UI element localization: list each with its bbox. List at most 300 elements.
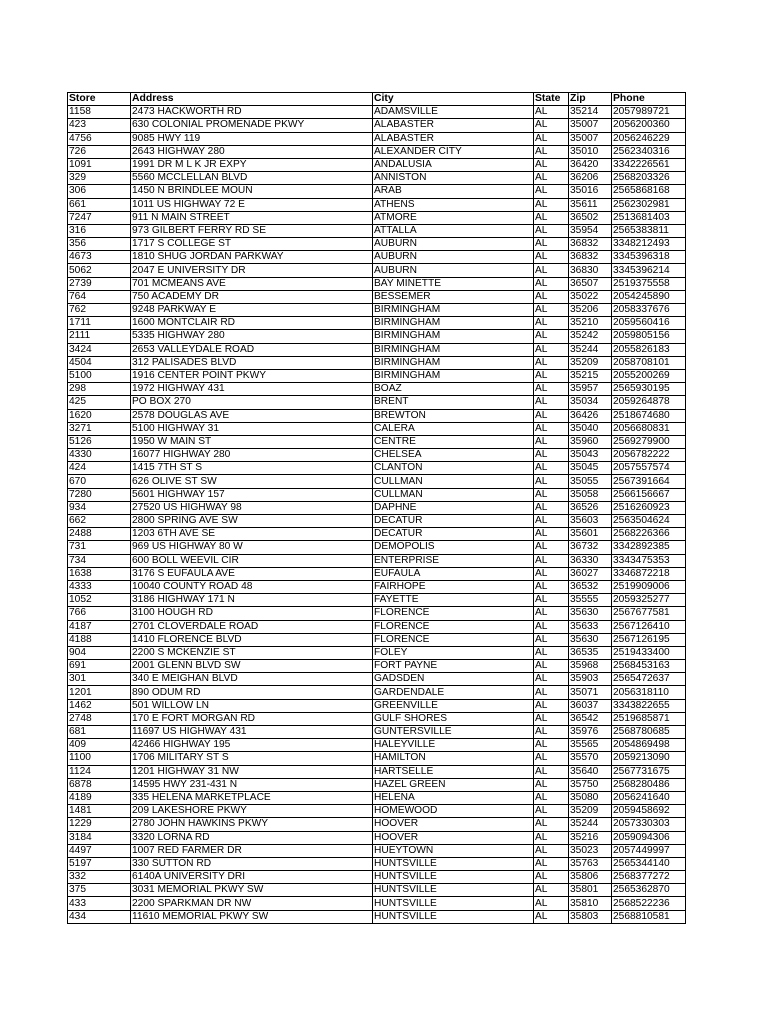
table-row xyxy=(68,304,686,317)
phone-cell: 2057449997 xyxy=(612,844,686,857)
city-cell: HAZEL GREEN xyxy=(373,778,534,791)
zip-cell: 35214 xyxy=(569,106,612,119)
table-row xyxy=(68,554,686,567)
city-cell: BREWTON xyxy=(373,409,534,422)
table-row xyxy=(68,106,686,119)
table-row xyxy=(68,673,686,686)
table-row xyxy=(68,238,686,251)
store-cell: 5062 xyxy=(68,264,131,277)
address-cell: 16077 HIGHWAY 280 xyxy=(131,449,373,462)
store-cell: 356 xyxy=(68,238,131,251)
table-row xyxy=(68,330,686,343)
state-cell: AL xyxy=(534,515,569,528)
table-row xyxy=(68,528,686,541)
zip-cell: 35640 xyxy=(569,765,612,778)
address-cell: 1410 FLORENCE BLVD xyxy=(131,633,373,646)
phone-cell: 3342226561 xyxy=(612,158,686,171)
phone-cell: 2059213090 xyxy=(612,752,686,765)
state-cell: AL xyxy=(534,185,569,198)
address-cell: 3100 HOUGH RD xyxy=(131,607,373,620)
state-cell: AL xyxy=(534,383,569,396)
city-cell: BIRMINGHAM xyxy=(373,304,534,317)
city-cell: BIRMINGHAM xyxy=(373,369,534,382)
city-cell: DECATUR xyxy=(373,515,534,528)
zip-cell: 35954 xyxy=(569,224,612,237)
city-cell: HUNTSVILLE xyxy=(373,857,534,870)
table-row xyxy=(68,791,686,804)
state-cell: AL xyxy=(534,290,569,303)
table-row xyxy=(68,198,686,211)
state-cell: AL xyxy=(534,778,569,791)
store-cell: 934 xyxy=(68,501,131,514)
store-cell: 329 xyxy=(68,172,131,185)
city-cell: GADSDEN xyxy=(373,673,534,686)
phone-cell: 2056200360 xyxy=(612,119,686,132)
state-cell: AL xyxy=(534,501,569,514)
city-cell: ALABASTER xyxy=(373,119,534,132)
address-cell: 969 US HIGHWAY 80 W xyxy=(131,541,373,554)
table-row xyxy=(68,277,686,290)
city-cell: GULF SHORES xyxy=(373,712,534,725)
phone-cell: 2563504624 xyxy=(612,515,686,528)
store-cell: 726 xyxy=(68,145,131,158)
zip-cell: 35633 xyxy=(569,620,612,633)
phone-cell: 2569279900 xyxy=(612,435,686,448)
phone-cell: 2056782222 xyxy=(612,449,686,462)
address-cell: 701 MCMEANS AVE xyxy=(131,277,373,290)
city-cell: EUFAULA xyxy=(373,567,534,580)
phone-cell: 3345396214 xyxy=(612,264,686,277)
address-cell: 1717 S COLLEGE ST xyxy=(131,238,373,251)
address-cell: 1600 MONTCLAIR RD xyxy=(131,317,373,330)
address-cell: 330 SUTTON RD xyxy=(131,857,373,870)
address-cell: 3031 MEMORIAL PKWY SW xyxy=(131,884,373,897)
city-cell: CHELSEA xyxy=(373,449,534,462)
city-cell: HELENA xyxy=(373,791,534,804)
zip-cell: 35045 xyxy=(569,462,612,475)
table-row xyxy=(68,356,686,369)
phone-cell: 2057989721 xyxy=(612,106,686,119)
table-row xyxy=(68,449,686,462)
address-cell: 1415 7TH ST S xyxy=(131,462,373,475)
phone-cell: 2568810581 xyxy=(612,910,686,923)
table-row xyxy=(68,752,686,765)
store-cell: 433 xyxy=(68,897,131,910)
state-cell: AL xyxy=(534,330,569,343)
city-cell: FAYETTE xyxy=(373,594,534,607)
address-cell: 2200 S MCKENZIE ST xyxy=(131,646,373,659)
phone-cell: 2516260923 xyxy=(612,501,686,514)
city-cell: BOAZ xyxy=(373,383,534,396)
state-cell: AL xyxy=(534,435,569,448)
address-cell: 42466 HIGHWAY 195 xyxy=(131,739,373,752)
table-body xyxy=(68,106,686,924)
zip-cell: 36830 xyxy=(569,264,612,277)
store-cell: 7247 xyxy=(68,211,131,224)
state-cell: AL xyxy=(534,633,569,646)
phone-cell: 2057330303 xyxy=(612,818,686,831)
store-cell: 4756 xyxy=(68,132,131,145)
store-cell: 4188 xyxy=(68,633,131,646)
state-cell: AL xyxy=(534,699,569,712)
table-row xyxy=(68,396,686,409)
store-cell: 4673 xyxy=(68,251,131,264)
city-cell: HUNTSVILLE xyxy=(373,910,534,923)
city-cell: HUEYTOWN xyxy=(373,844,534,857)
state-cell: AL xyxy=(534,158,569,171)
phone-cell: 2519909006 xyxy=(612,580,686,593)
table-row xyxy=(68,778,686,791)
address-cell: 973 GILBERT FERRY RD SE xyxy=(131,224,373,237)
state-cell: AL xyxy=(534,541,569,554)
state-cell: AL xyxy=(534,528,569,541)
city-cell: CULLMAN xyxy=(373,475,534,488)
phone-cell: 2567126410 xyxy=(612,620,686,633)
table-row xyxy=(68,488,686,501)
store-cell: 1711 xyxy=(68,317,131,330)
state-cell: AL xyxy=(534,132,569,145)
header-zip: Zip xyxy=(569,93,612,106)
state-cell: AL xyxy=(534,567,569,580)
city-cell: ENTERPRISE xyxy=(373,554,534,567)
address-cell: 340 E MEIGHAN BLVD xyxy=(131,673,373,686)
store-cell: 3271 xyxy=(68,422,131,435)
phone-cell: 2565930195 xyxy=(612,383,686,396)
zip-cell: 36027 xyxy=(569,567,612,580)
zip-cell: 36832 xyxy=(569,251,612,264)
state-cell: AL xyxy=(534,726,569,739)
state-cell: AL xyxy=(534,844,569,857)
city-cell: BIRMINGHAM xyxy=(373,343,534,356)
store-cell: 5126 xyxy=(68,435,131,448)
city-cell: FLORENCE xyxy=(373,620,534,633)
store-cell: 5100 xyxy=(68,369,131,382)
city-cell: GREENVILLE xyxy=(373,699,534,712)
phone-cell: 3345396318 xyxy=(612,251,686,264)
store-cell: 332 xyxy=(68,871,131,884)
table-row xyxy=(68,462,686,475)
store-cell: 662 xyxy=(68,515,131,528)
store-cell: 4330 xyxy=(68,449,131,462)
address-cell: 890 ODUM RD xyxy=(131,686,373,699)
store-cell: 1124 xyxy=(68,765,131,778)
phone-cell: 2565868168 xyxy=(612,185,686,198)
address-cell: 10040 COUNTY ROAD 48 xyxy=(131,580,373,593)
store-cell: 1481 xyxy=(68,805,131,818)
table-row xyxy=(68,251,686,264)
store-cell: 1229 xyxy=(68,818,131,831)
city-cell: CALERA xyxy=(373,422,534,435)
address-cell: 1007 RED FARMER DR xyxy=(131,844,373,857)
store-cell: 1462 xyxy=(68,699,131,712)
state-cell: AL xyxy=(534,686,569,699)
city-cell: HUNTSVILLE xyxy=(373,871,534,884)
table-row xyxy=(68,172,686,185)
store-cell: 5197 xyxy=(68,857,131,870)
table-row xyxy=(68,818,686,831)
phone-cell: 2513681403 xyxy=(612,211,686,224)
phone-cell: 2059458692 xyxy=(612,805,686,818)
store-cell: 424 xyxy=(68,462,131,475)
city-cell: AUBURN xyxy=(373,264,534,277)
phone-cell: 2059325277 xyxy=(612,594,686,607)
state-cell: AL xyxy=(534,818,569,831)
header-address: Address xyxy=(131,93,373,106)
zip-cell: 36832 xyxy=(569,238,612,251)
phone-cell: 2056680831 xyxy=(612,422,686,435)
city-cell: CENTRE xyxy=(373,435,534,448)
city-cell: ATTALLA xyxy=(373,224,534,237)
zip-cell: 35023 xyxy=(569,844,612,857)
phone-cell: 3342892385 xyxy=(612,541,686,554)
state-cell: AL xyxy=(534,646,569,659)
table-row xyxy=(68,871,686,884)
table-row xyxy=(68,515,686,528)
city-cell: CULLMAN xyxy=(373,488,534,501)
zip-cell: 35803 xyxy=(569,910,612,923)
store-cell: 3424 xyxy=(68,343,131,356)
address-cell: 2001 GLENN BLVD SW xyxy=(131,660,373,673)
table-row xyxy=(68,857,686,870)
zip-cell: 35216 xyxy=(569,831,612,844)
zip-cell: 35801 xyxy=(569,884,612,897)
address-cell: 27520 US HIGHWAY 98 xyxy=(131,501,373,514)
address-cell: 911 N MAIN STREET xyxy=(131,211,373,224)
city-cell: ATMORE xyxy=(373,211,534,224)
city-cell: BIRMINGHAM xyxy=(373,317,534,330)
store-cell: 7280 xyxy=(68,488,131,501)
address-cell: 600 BOLL WEEVIL CIR xyxy=(131,554,373,567)
table-row xyxy=(68,567,686,580)
state-cell: AL xyxy=(534,356,569,369)
address-cell: 3320 LORNA RD xyxy=(131,831,373,844)
zip-cell: 36732 xyxy=(569,541,612,554)
zip-cell: 35630 xyxy=(569,607,612,620)
store-cell: 3184 xyxy=(68,831,131,844)
phone-cell: 2518674680 xyxy=(612,409,686,422)
state-cell: AL xyxy=(534,211,569,224)
phone-cell: 2568377272 xyxy=(612,871,686,884)
zip-cell: 36206 xyxy=(569,172,612,185)
table-row xyxy=(68,475,686,488)
state-cell: AL xyxy=(534,238,569,251)
city-cell: DEMOPOLIS xyxy=(373,541,534,554)
store-cell: 691 xyxy=(68,660,131,673)
zip-cell: 35058 xyxy=(569,488,612,501)
store-cell: 425 xyxy=(68,396,131,409)
city-cell: HOOVER xyxy=(373,818,534,831)
table-row xyxy=(68,409,686,422)
table-row xyxy=(68,726,686,739)
address-cell: 1972 HIGHWAY 431 xyxy=(131,383,373,396)
address-cell: 5560 MCCLELLAN BLVD xyxy=(131,172,373,185)
city-cell: FAIRHOPE xyxy=(373,580,534,593)
zip-cell: 35080 xyxy=(569,791,612,804)
table-row xyxy=(68,290,686,303)
city-cell: HUNTSVILLE xyxy=(373,884,534,897)
state-cell: AL xyxy=(534,304,569,317)
zip-cell: 35215 xyxy=(569,369,612,382)
table-header xyxy=(68,93,686,106)
table-row xyxy=(68,646,686,659)
zip-cell: 35806 xyxy=(569,871,612,884)
address-cell: 630 COLONIAL PROMENADE PKWY xyxy=(131,119,373,132)
table-row xyxy=(68,158,686,171)
store-cell: 298 xyxy=(68,383,131,396)
zip-cell: 36037 xyxy=(569,699,612,712)
state-cell: AL xyxy=(534,884,569,897)
city-cell: ALEXANDER CITY xyxy=(373,145,534,158)
store-cell: 434 xyxy=(68,910,131,923)
address-cell: 2473 HACKWORTH RD xyxy=(131,106,373,119)
zip-cell: 36535 xyxy=(569,646,612,659)
phone-cell: 2568522236 xyxy=(612,897,686,910)
state-cell: AL xyxy=(534,620,569,633)
phone-cell: 2056241640 xyxy=(612,791,686,804)
store-cell: 4189 xyxy=(68,791,131,804)
zip-cell: 35903 xyxy=(569,673,612,686)
zip-cell: 35570 xyxy=(569,752,612,765)
zip-cell: 35209 xyxy=(569,356,612,369)
city-cell: FLORENCE xyxy=(373,633,534,646)
table-row xyxy=(68,317,686,330)
store-cell: 375 xyxy=(68,884,131,897)
state-cell: AL xyxy=(534,488,569,501)
state-cell: AL xyxy=(534,857,569,870)
zip-cell: 35007 xyxy=(569,132,612,145)
address-cell: 750 ACADEMY DR xyxy=(131,290,373,303)
table-row xyxy=(68,739,686,752)
store-cell: 1201 xyxy=(68,686,131,699)
table-row xyxy=(68,660,686,673)
store-cell: 423 xyxy=(68,119,131,132)
table-row xyxy=(68,145,686,158)
table-row xyxy=(68,343,686,356)
store-cell: 316 xyxy=(68,224,131,237)
zip-cell: 35603 xyxy=(569,515,612,528)
zip-cell: 35242 xyxy=(569,330,612,343)
address-cell: 1810 SHUG JORDAN PARKWAY xyxy=(131,251,373,264)
header-phone: Phone xyxy=(612,93,686,106)
store-cell: 764 xyxy=(68,290,131,303)
table-row xyxy=(68,620,686,633)
phone-cell: 2056246229 xyxy=(612,132,686,145)
phone-cell: 2567677581 xyxy=(612,607,686,620)
address-cell: 626 OLIVE ST SW xyxy=(131,475,373,488)
address-cell: 14595 HWY 231-431 N xyxy=(131,778,373,791)
store-cell: 1100 xyxy=(68,752,131,765)
state-cell: AL xyxy=(534,224,569,237)
table-row xyxy=(68,541,686,554)
city-cell: BESSEMER xyxy=(373,290,534,303)
store-cell: 1052 xyxy=(68,594,131,607)
address-cell: 5335 HIGHWAY 280 xyxy=(131,330,373,343)
state-cell: AL xyxy=(534,409,569,422)
city-cell: CLANTON xyxy=(373,462,534,475)
table-row xyxy=(68,686,686,699)
city-cell: HOOVER xyxy=(373,831,534,844)
zip-cell: 35601 xyxy=(569,528,612,541)
phone-cell: 2519433400 xyxy=(612,646,686,659)
zip-cell: 35763 xyxy=(569,857,612,870)
state-cell: AL xyxy=(534,369,569,382)
zip-cell: 35555 xyxy=(569,594,612,607)
zip-cell: 35960 xyxy=(569,435,612,448)
phone-cell: 2568226366 xyxy=(612,528,686,541)
city-cell: BAY MINETTE xyxy=(373,277,534,290)
store-cell: 1091 xyxy=(68,158,131,171)
store-table xyxy=(67,92,686,924)
table-row xyxy=(68,699,686,712)
state-cell: AL xyxy=(534,805,569,818)
zip-cell: 35630 xyxy=(569,633,612,646)
phone-cell: 2519375558 xyxy=(612,277,686,290)
address-cell: 11610 MEMORIAL PKWY SW xyxy=(131,910,373,923)
table-row xyxy=(68,805,686,818)
state-cell: AL xyxy=(534,172,569,185)
phone-cell: 2565383811 xyxy=(612,224,686,237)
address-cell: 501 WILLOW LN xyxy=(131,699,373,712)
store-cell: 1158 xyxy=(68,106,131,119)
phone-cell: 2059264878 xyxy=(612,396,686,409)
phone-cell: 2059560416 xyxy=(612,317,686,330)
zip-cell: 35244 xyxy=(569,818,612,831)
zip-cell: 36532 xyxy=(569,580,612,593)
address-cell: 2780 JOHN HAWKINS PKWY xyxy=(131,818,373,831)
phone-cell: 2562302981 xyxy=(612,198,686,211)
state-cell: AL xyxy=(534,897,569,910)
zip-cell: 36507 xyxy=(569,277,612,290)
state-cell: AL xyxy=(534,277,569,290)
address-cell: 5100 HIGHWAY 31 xyxy=(131,422,373,435)
zip-cell: 35010 xyxy=(569,145,612,158)
phone-cell: 2055200269 xyxy=(612,369,686,382)
state-cell: AL xyxy=(534,554,569,567)
address-cell: 2578 DOUGLAS AVE xyxy=(131,409,373,422)
address-cell: 1203 6TH AVE SE xyxy=(131,528,373,541)
state-cell: AL xyxy=(534,765,569,778)
state-cell: AL xyxy=(534,422,569,435)
address-cell: 1450 N BRINDLEE MOUN xyxy=(131,185,373,198)
table-row xyxy=(68,765,686,778)
city-cell: HOMEWOOD xyxy=(373,805,534,818)
zip-cell: 35976 xyxy=(569,726,612,739)
phone-cell: 2519685871 xyxy=(612,712,686,725)
address-cell: 2200 SPARKMAN DR NW xyxy=(131,897,373,910)
header-row xyxy=(68,93,686,106)
city-cell: GARDENDALE xyxy=(373,686,534,699)
store-cell: 4504 xyxy=(68,356,131,369)
phone-cell: 2054869498 xyxy=(612,739,686,752)
address-cell: 1916 CENTER POINT PKWY xyxy=(131,369,373,382)
city-cell: FLORENCE xyxy=(373,607,534,620)
zip-cell: 35209 xyxy=(569,805,612,818)
table-row xyxy=(68,844,686,857)
address-cell: 1011 US HIGHWAY 72 E xyxy=(131,198,373,211)
zip-cell: 35040 xyxy=(569,422,612,435)
table-row xyxy=(68,435,686,448)
phone-cell: 2568453163 xyxy=(612,660,686,673)
store-cell: 681 xyxy=(68,726,131,739)
zip-cell: 35244 xyxy=(569,343,612,356)
phone-cell: 2568780685 xyxy=(612,726,686,739)
city-cell: AUBURN xyxy=(373,238,534,251)
state-cell: AL xyxy=(534,343,569,356)
zip-cell: 36542 xyxy=(569,712,612,725)
city-cell: ALABASTER xyxy=(373,132,534,145)
city-cell: ADAMSVILLE xyxy=(373,106,534,119)
address-cell: 1706 MILITARY ST S xyxy=(131,752,373,765)
